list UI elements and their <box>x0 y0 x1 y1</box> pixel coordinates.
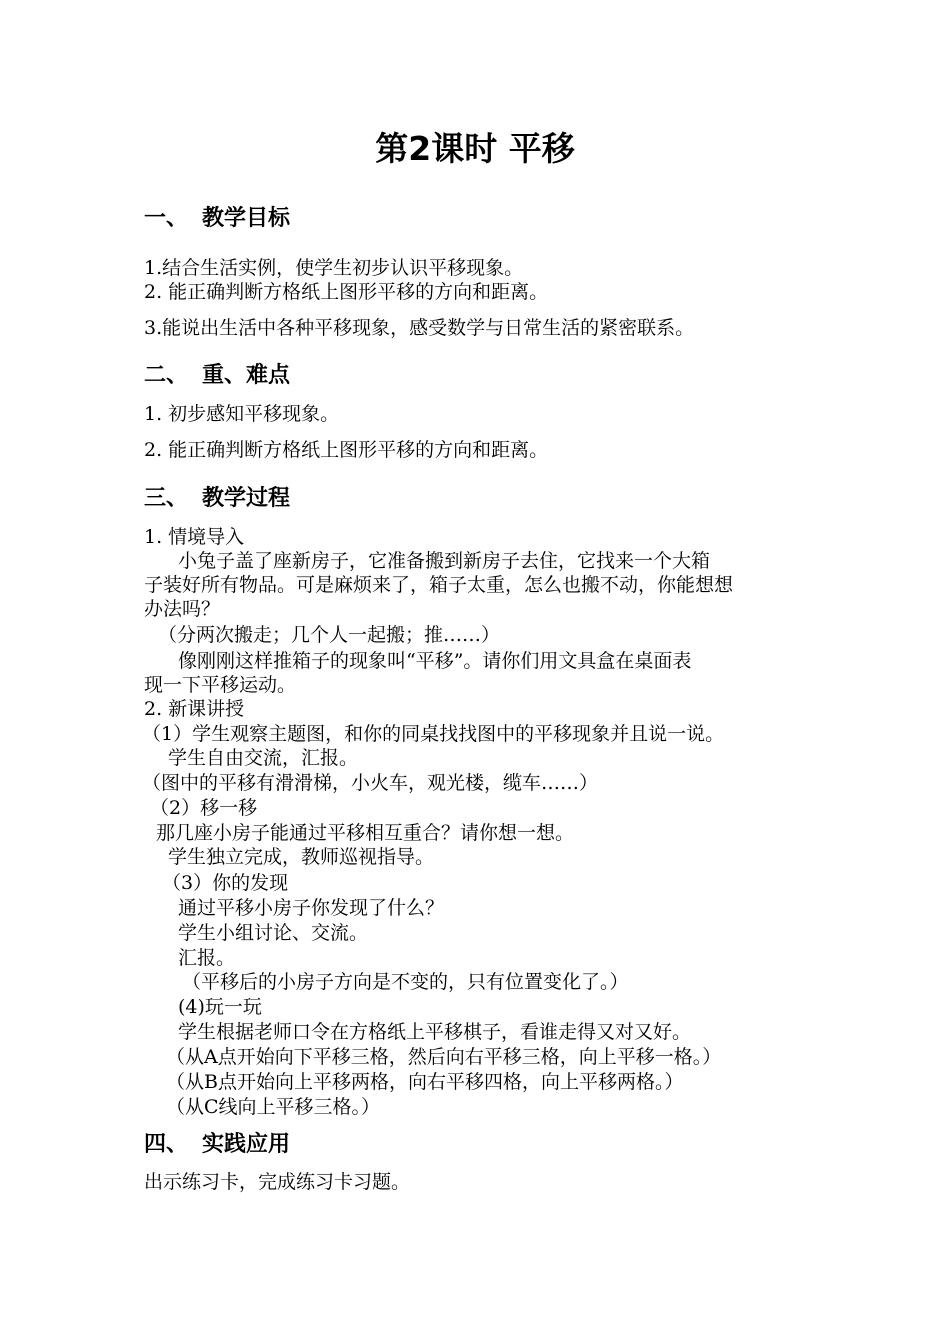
process-line: 学生独立完成，教师巡视指导。 <box>168 846 435 868</box>
process-line: 那几座小房子能通过平移相互重合？请你想一想。 <box>156 822 575 844</box>
section-heading-4 <box>144 1130 290 1160</box>
process-line: 小兔子盖了座新房子，它准备搬到新房子去住，它找来一个大箱 <box>178 550 711 572</box>
process-line: （从A点开始向下平移三格，然后向右平移三格，向上平移一格。） <box>166 1046 722 1068</box>
focus-line-1: 1. 初步感知平移现象。 <box>144 403 340 425</box>
process-line: （2）移一移 <box>150 797 258 819</box>
process-line: （1）学生观察主题图，和你的同桌找找图中的平移现象并且说一说。 <box>142 723 725 745</box>
practice-line: 出示练习卡，完成练习卡习题。 <box>144 1171 411 1193</box>
process-line: 现一下平移运动。 <box>144 674 297 696</box>
goal-line-1: 1.结合生活实例，使学生初步认识平移现象。 <box>144 257 524 279</box>
section-title: 重、难点 <box>202 363 291 388</box>
process-line: 2. 新课讲授 <box>144 698 245 720</box>
process-line: 1. 情境导入 <box>144 526 245 548</box>
process-line: 学生自由交流，汇报。 <box>168 747 359 769</box>
process-line: 学生小组讨论、交流。 <box>178 922 369 944</box>
section-number: 一、 <box>144 206 189 231</box>
section-heading-3 <box>144 484 290 514</box>
section-heading-1 <box>144 204 290 234</box>
section-number: 三、 <box>144 486 189 511</box>
process-line: 办法吗？ <box>144 598 221 620</box>
process-line: （从B点开始向上平移两格，向右平移四格，向上平移两格。） <box>166 1071 684 1093</box>
process-line: (4)玩一玩 <box>178 996 262 1018</box>
process-line: （分两次搬走；几个人一起搬；推……） <box>158 624 501 646</box>
section-number: 四、 <box>144 1132 189 1157</box>
process-line: 学生根据老师口令在方格纸上平移棋子，看谁走得又对又好。 <box>178 1021 692 1043</box>
goal-line-3: 3.能说出生活中各种平移现象，感受数学与日常生活的紧密联系。 <box>144 317 695 339</box>
process-line: （平移后的小房子方向是不变的，只有位置变化了。） <box>182 971 629 993</box>
process-line: （从C线向上平移三格。） <box>166 1096 381 1118</box>
process-line: （图中的平移有滑滑梯，小火车，观光楼，缆车……） <box>142 772 599 794</box>
section-title: 教学过程 <box>202 486 291 511</box>
section-heading-2 <box>144 361 290 391</box>
process-line: 通过平移小房子你发现了什么？ <box>178 897 445 919</box>
page-title: 第2课时 平移 <box>375 129 575 168</box>
section-title: 实践应用 <box>202 1132 291 1157</box>
goal-line-2: 2. 能正确判断方格纸上图形平移的方向和距离。 <box>144 281 549 303</box>
process-line: 像刚刚这样推箱子的现象叫“平移”。请你们用文具盒在桌面表 <box>178 650 692 672</box>
process-line: 子装好所有物品。可是麻烦来了，箱子太重，怎么也搬不动，你能想想 <box>144 574 734 596</box>
focus-line-2: 2. 能正确判断方格纸上图形平移的方向和距离。 <box>144 439 549 461</box>
process-line: （3）你的发现 <box>162 872 289 894</box>
section-title: 教学目标 <box>202 206 291 231</box>
process-line: 汇报。 <box>178 947 236 969</box>
section-number: 二、 <box>144 363 189 388</box>
